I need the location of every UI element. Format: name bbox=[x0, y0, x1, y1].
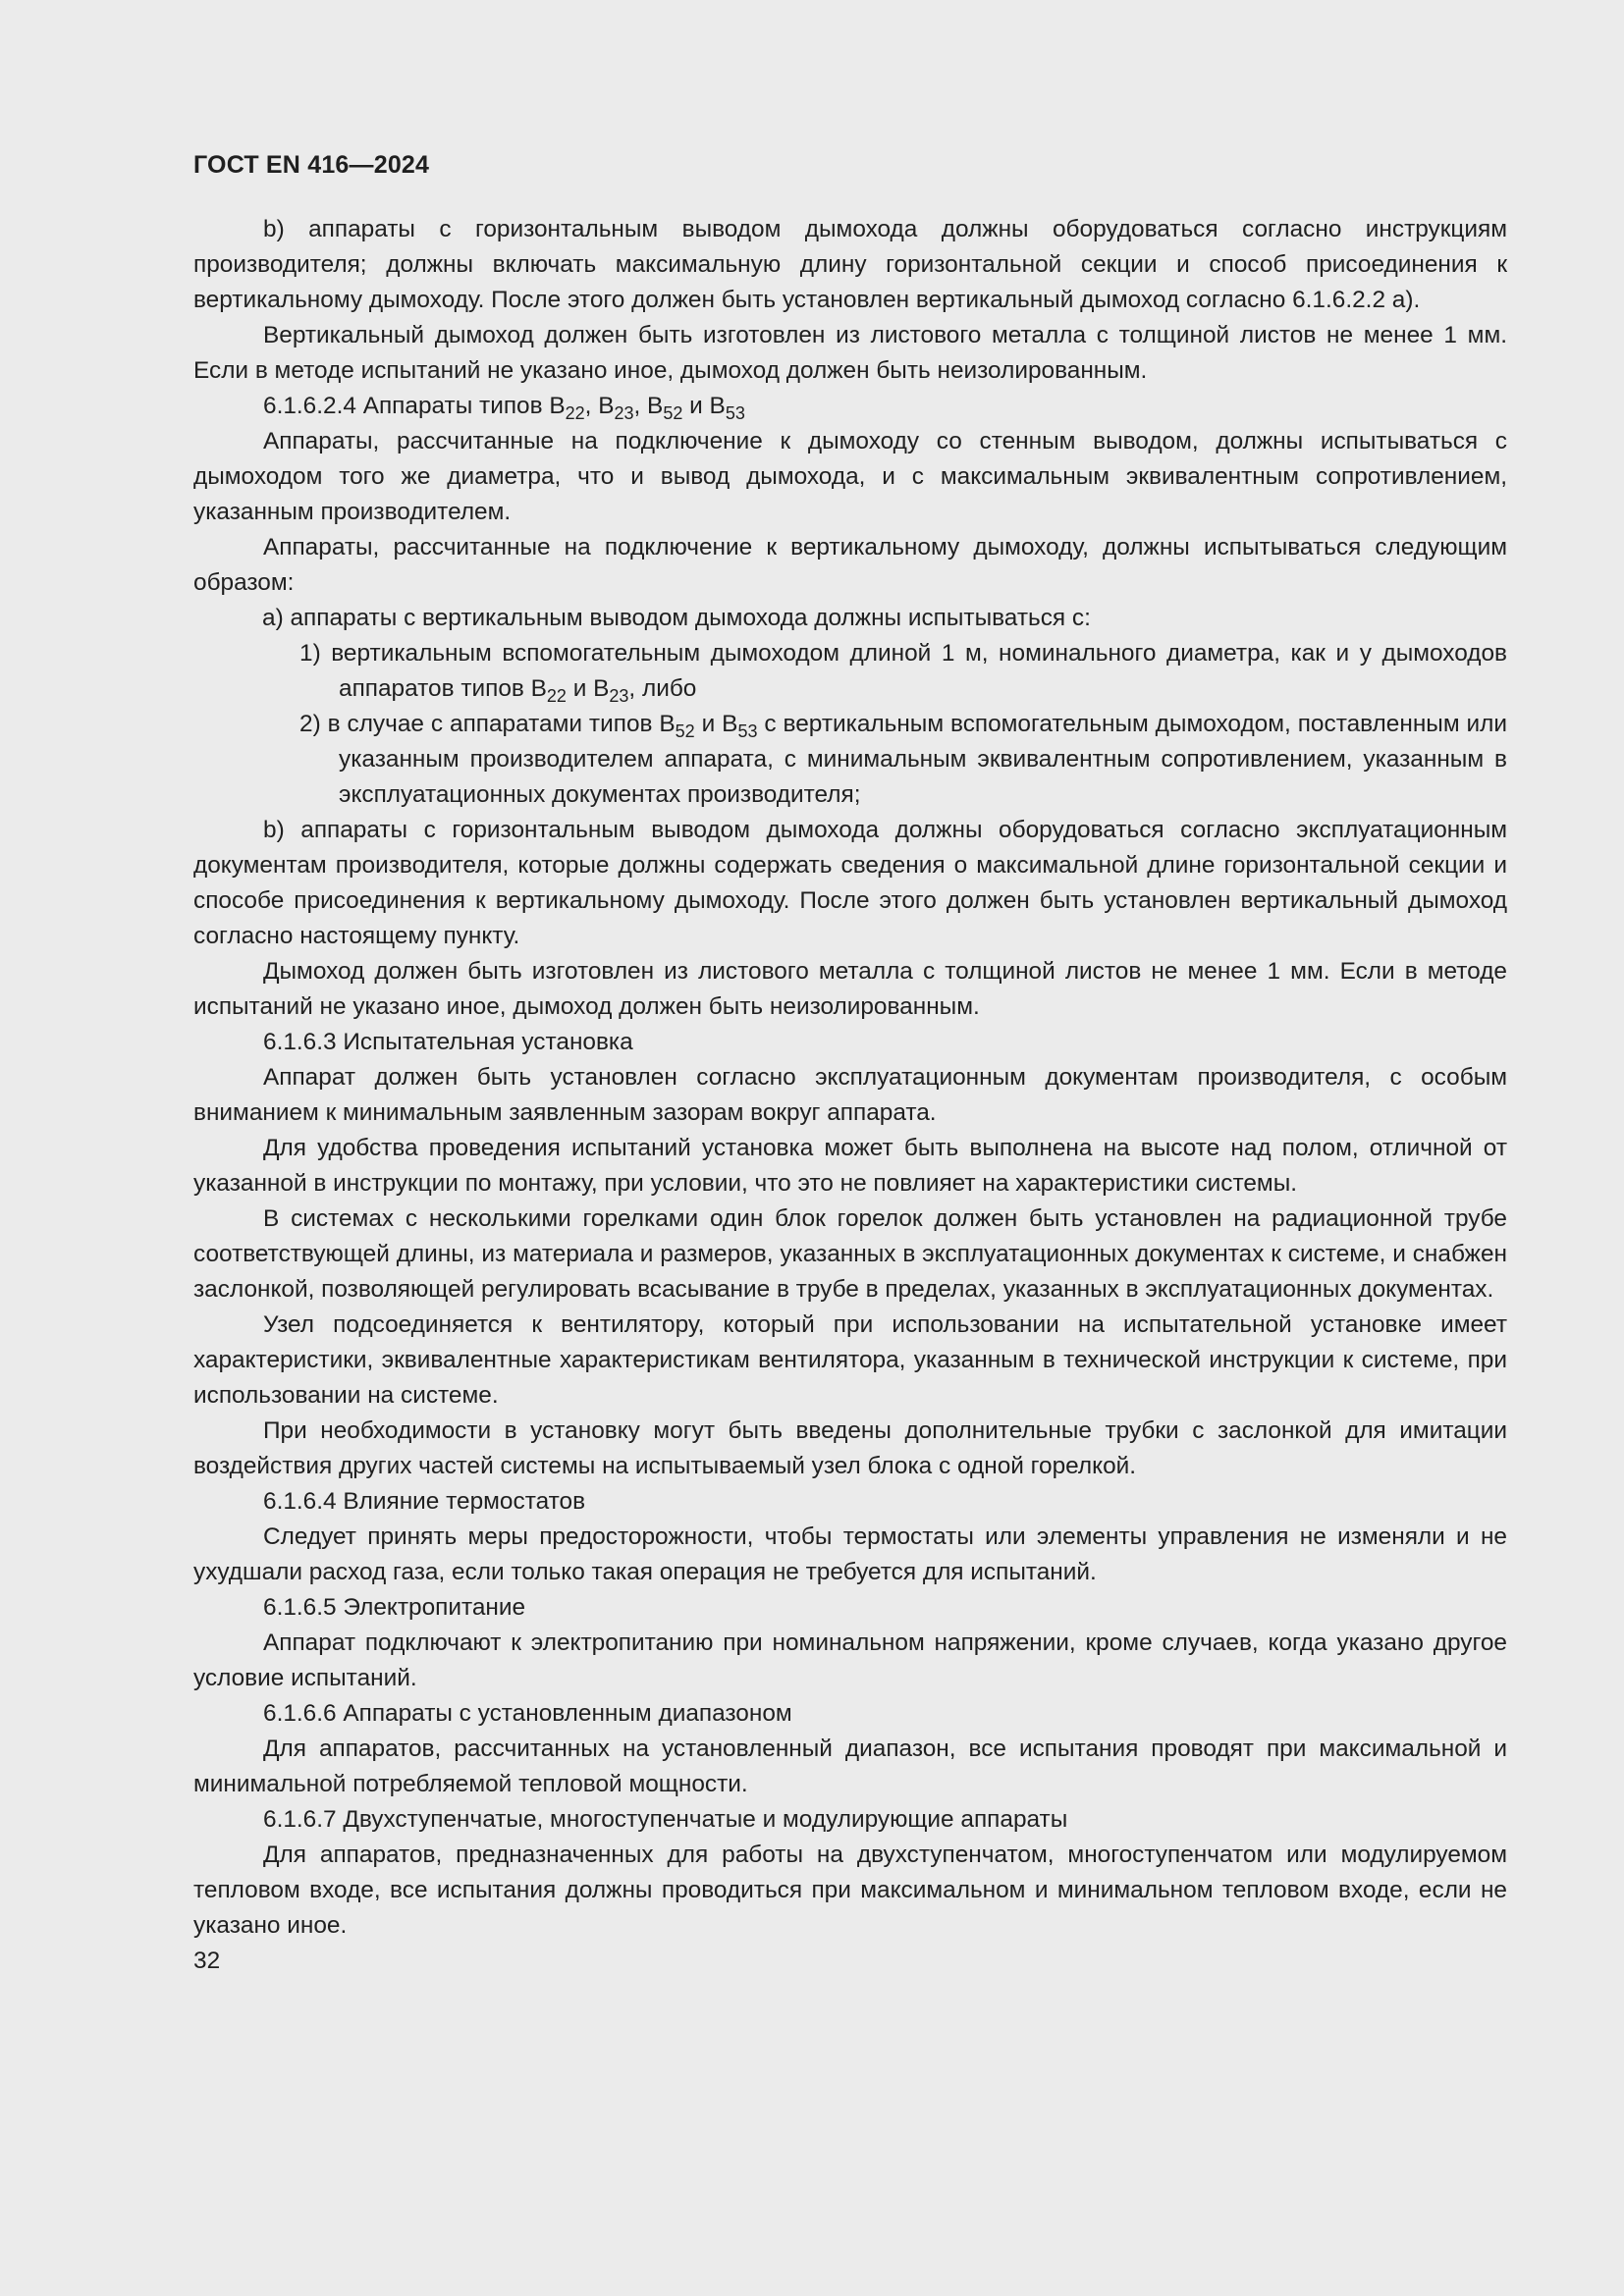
page-number: 32 bbox=[193, 1948, 221, 1974]
paragraph: Аппарат должен быть установлен согласно эксплуатационным документам производителя, с особым вниманием к минимальным заявленным зазорам вокруг аппарата. bbox=[193, 1064, 1507, 1126]
paragraph: При необходимости в установку могут быть введены дополнительные трубки с заслонкой для имитации воздействия других частей системы на испытываемый узел блока с одной горелкой. bbox=[193, 1417, 1507, 1479]
section-heading-6-1-6-2-4: 6.1.6.2.4 Аппараты типов $B_{22}$, $B_{23}$, $B_{52}$ и $B_{53}$ bbox=[263, 393, 745, 423]
document-page bbox=[193, 147, 1507, 1979]
document-body bbox=[193, 212, 1507, 1944]
paragraph: Для аппаратов, рассчитанных на установленный диапазон, все испытания проводят при максимальной и минимальной потребляемой тепловой мощности. bbox=[193, 1735, 1507, 1797]
paragraph: Для аппаратов, предназначенных для работы на двухступенчатом, многоступенчатом или модулируемом тепловом входе, все испытания должны проводиться при максимальном и минимальном тепловом входе, если не указано иное. bbox=[193, 1842, 1507, 1939]
list-subitem-1: 1) вертикальным вспомогательным дымоходом длиной 1 м, номинального диаметра, как и у дымоходов аппаратов типов $B_{22}$ и $B_{23}$, либо bbox=[299, 640, 1507, 706]
paragraph: Аппараты, рассчитанные на подключение к вертикальному дымоходу, должны испытываться следующим образом: bbox=[193, 534, 1507, 596]
paragraph: Аппарат подключают к электропитанию при номинальном напряжении, кроме случаев, когда указано другое условие испытаний. bbox=[193, 1629, 1507, 1691]
section-heading-6-1-6-3: 6.1.6.3 Испытательная установка bbox=[263, 1029, 633, 1055]
list-item-b: b) аппараты с горизонтальным выводом дымохода должны оборудоваться согласно эксплуатационным документам производителя, которые должны содержать сведения о максимальной длине горизонтальной секции и способе присоединения к вертикальному дымоходу. После этого должен быть установлен вертикальный дымоход согласно настоящему пункту. bbox=[193, 817, 1507, 949]
paragraph: Узел подсоединяется к вентилятору, который при использовании на испытательной установке имеет характеристики, эквивалентные характеристикам вентилятора, указанным в технической инструкции к системе, при использовании на системе. bbox=[193, 1311, 1507, 1409]
section-heading-6-1-6-4: 6.1.6.4 Влияние термостатов bbox=[263, 1488, 586, 1515]
paragraph: Аппараты, рассчитанные на подключение к дымоходу со стенным выводом, должны испытываться с дымоходом того же диаметра, что и вывод дымохода, и с максимальным эквивалентным сопротивлением, указанным производителем. bbox=[193, 428, 1507, 525]
list-item-a: a) аппараты с вертикальным выводом дымохода должны испытываться с: bbox=[262, 605, 1091, 631]
list-subitem-2: 2) в случае с аппаратами типов $B_{52}$ и $B_{53}$ с вертикальным вспомогательным дымоходом, поставленным или указанным производителем аппарата, с минимальным эквивалентным сопротивлением, указанным в эксплуатационных документах производителя; bbox=[299, 711, 1507, 808]
paragraph: Дымоход должен быть изготовлен из листового металла с толщиной листов не менее 1 мм. Если в методе испытаний не указано иное, дымоход должен быть неизолированным. bbox=[193, 958, 1507, 1020]
paragraph: Для удобства проведения испытаний установка может быть выполнена на высоте над полом, отличной от указанной в инструкции по монтажу, при условии, что это не повлияет на характеристики системы. bbox=[193, 1135, 1507, 1197]
section-heading-6-1-6-5: 6.1.6.5 Электропитание bbox=[263, 1594, 526, 1621]
paragraph: В системах с несколькими горелками один блок горелок должен быть установлен на радиационной трубе соответствующей длины, из материала и размеров, указанных в эксплуатационных документах к системе, и снабжен заслонкой, позволяющей регулировать всасывание в трубе в пределах, указанных в эксплуатационных документах. bbox=[193, 1205, 1507, 1303]
paragraph: b) аппараты с горизонтальным выводом дымохода должны оборудоваться согласно инструкциям производителя; должны включать максимальную длину горизонтальной секции и способ присоединения к вертикальному дымоходу. После этого должен быть установлен вертикальный дымоход согласно 6.1.6.2.2 a). bbox=[193, 216, 1507, 313]
paragraph: Вертикальный дымоход должен быть изготовлен из листового металла с толщиной листов не менее 1 мм. Если в методе испытаний не указано иное, дымоход должен быть неизолированным. bbox=[193, 322, 1507, 384]
section-heading-6-1-6-7: 6.1.6.7 Двухступенчатые, многоступенчатые и модулирующие аппараты bbox=[263, 1806, 1068, 1833]
section-heading-6-1-6-6: 6.1.6.6 Аппараты с установленным диапазоном bbox=[263, 1700, 792, 1727]
document-header: ГОСТ EN 416—2024 bbox=[193, 151, 430, 179]
paragraph: Следует принять меры предосторожности, чтобы термостаты или элементы управления не изменяли и не ухудшали расход газа, если только такая операция не требуется для испытаний. bbox=[193, 1523, 1507, 1585]
